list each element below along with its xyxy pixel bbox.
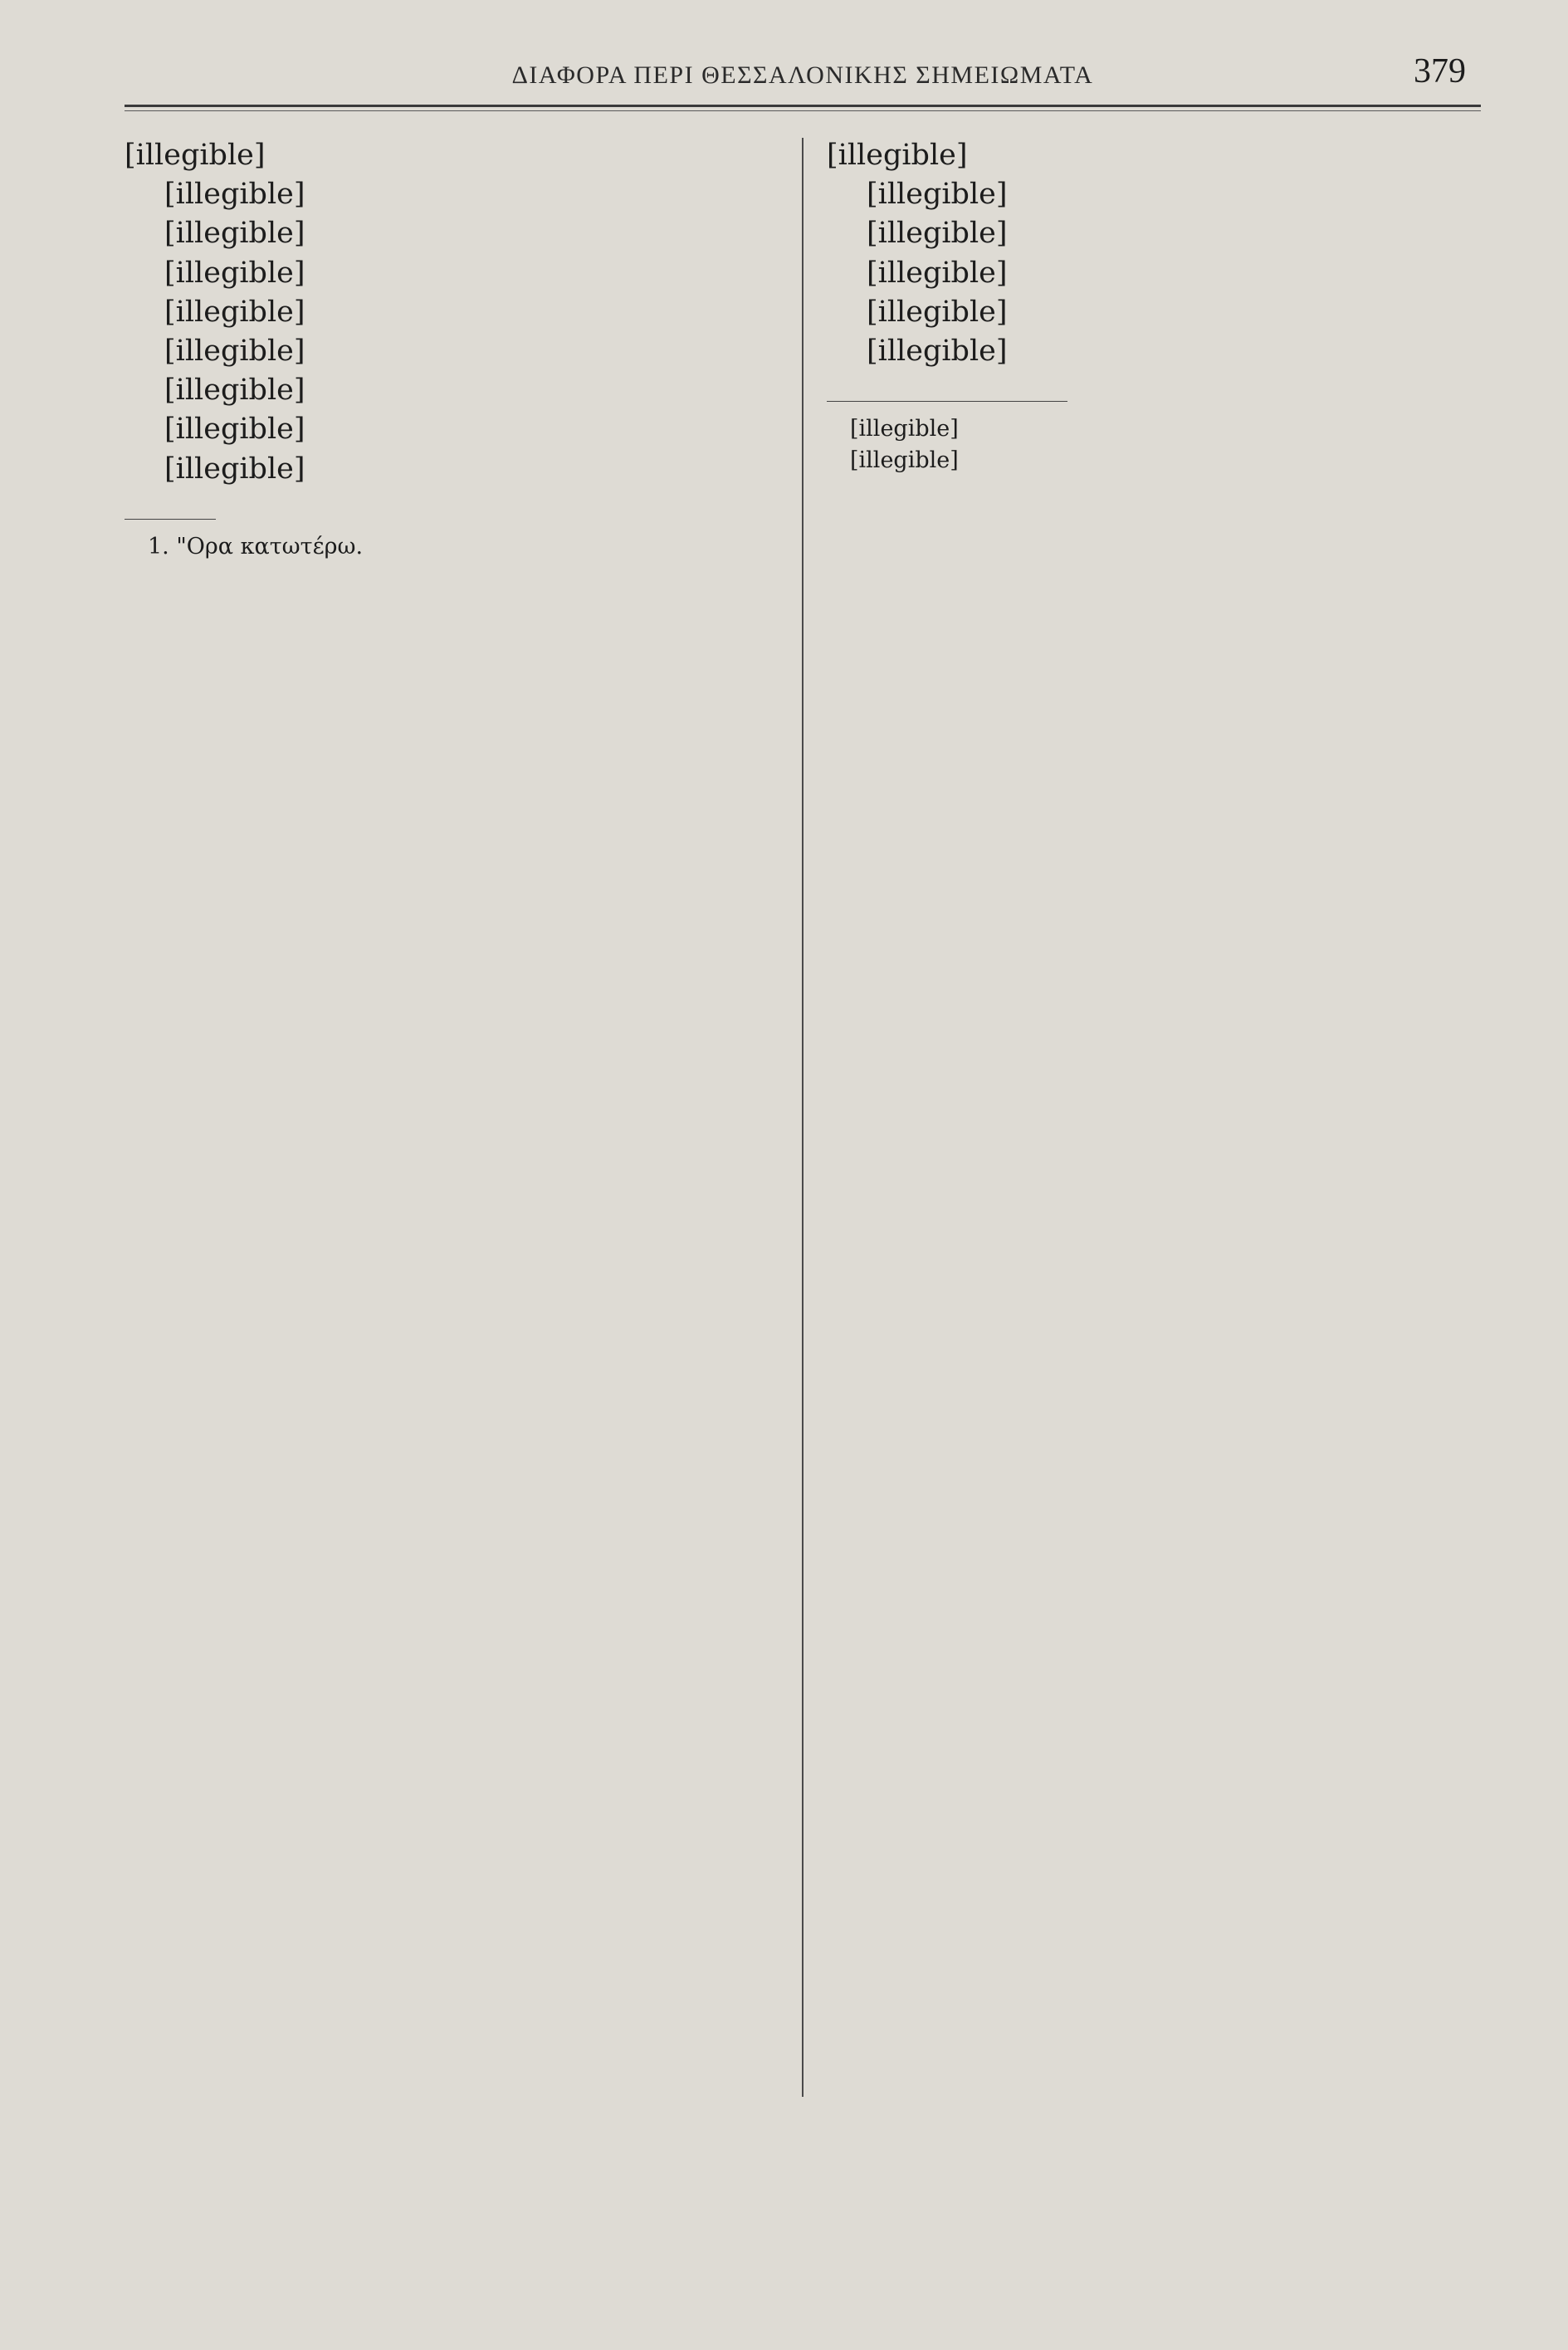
two-column-body <box>125 136 1481 2097</box>
right-paragraph: [illegible] <box>867 295 1008 329</box>
right-footnotes <box>827 413 1481 476</box>
footnote-rule <box>125 519 216 520</box>
left-paragraph: [illegible] <box>164 295 305 329</box>
right-column <box>804 136 1481 2097</box>
footnote: [illegible] <box>850 447 959 474</box>
left-paragraph: [illegible] <box>164 178 305 212</box>
left-paragraph: [illegible] <box>164 452 305 486</box>
left-paragraph: [illegible] <box>164 217 305 251</box>
running-head <box>125 51 1481 96</box>
running-head-title: ΔΙΑΦΟΡΑ ΠΕΡΙ ΘΕΣΣΑΛΟΝΙΚΗΣ ΣΗΜΕΙΩΜΑΤΑ <box>511 61 1094 89</box>
left-paragraph: [illegible] <box>125 139 266 172</box>
left-footnotes <box>125 531 779 563</box>
right-paragraph: [illegible] <box>867 217 1008 251</box>
header-rule <box>125 105 1481 107</box>
right-paragraph: [illegible] <box>827 139 968 172</box>
left-paragraph: [illegible] <box>164 374 305 408</box>
header-rule-thin <box>125 110 1481 111</box>
footnote: [illegible] <box>850 416 959 442</box>
left-column <box>125 136 802 2097</box>
right-paragraph: [illegible] <box>867 178 1008 212</box>
right-paragraph: [illegible] <box>867 335 1008 369</box>
right-paragraph: [illegible] <box>867 256 1008 290</box>
left-paragraph: [illegible] <box>164 413 305 447</box>
footnote-rule <box>827 401 1067 402</box>
page-number: 379 <box>1414 52 1466 90</box>
left-paragraph: [illegible] <box>164 256 305 290</box>
left-paragraph: [illegible] <box>164 335 305 369</box>
footnote: 1. "Ορα κατωτέρω. <box>148 533 364 559</box>
